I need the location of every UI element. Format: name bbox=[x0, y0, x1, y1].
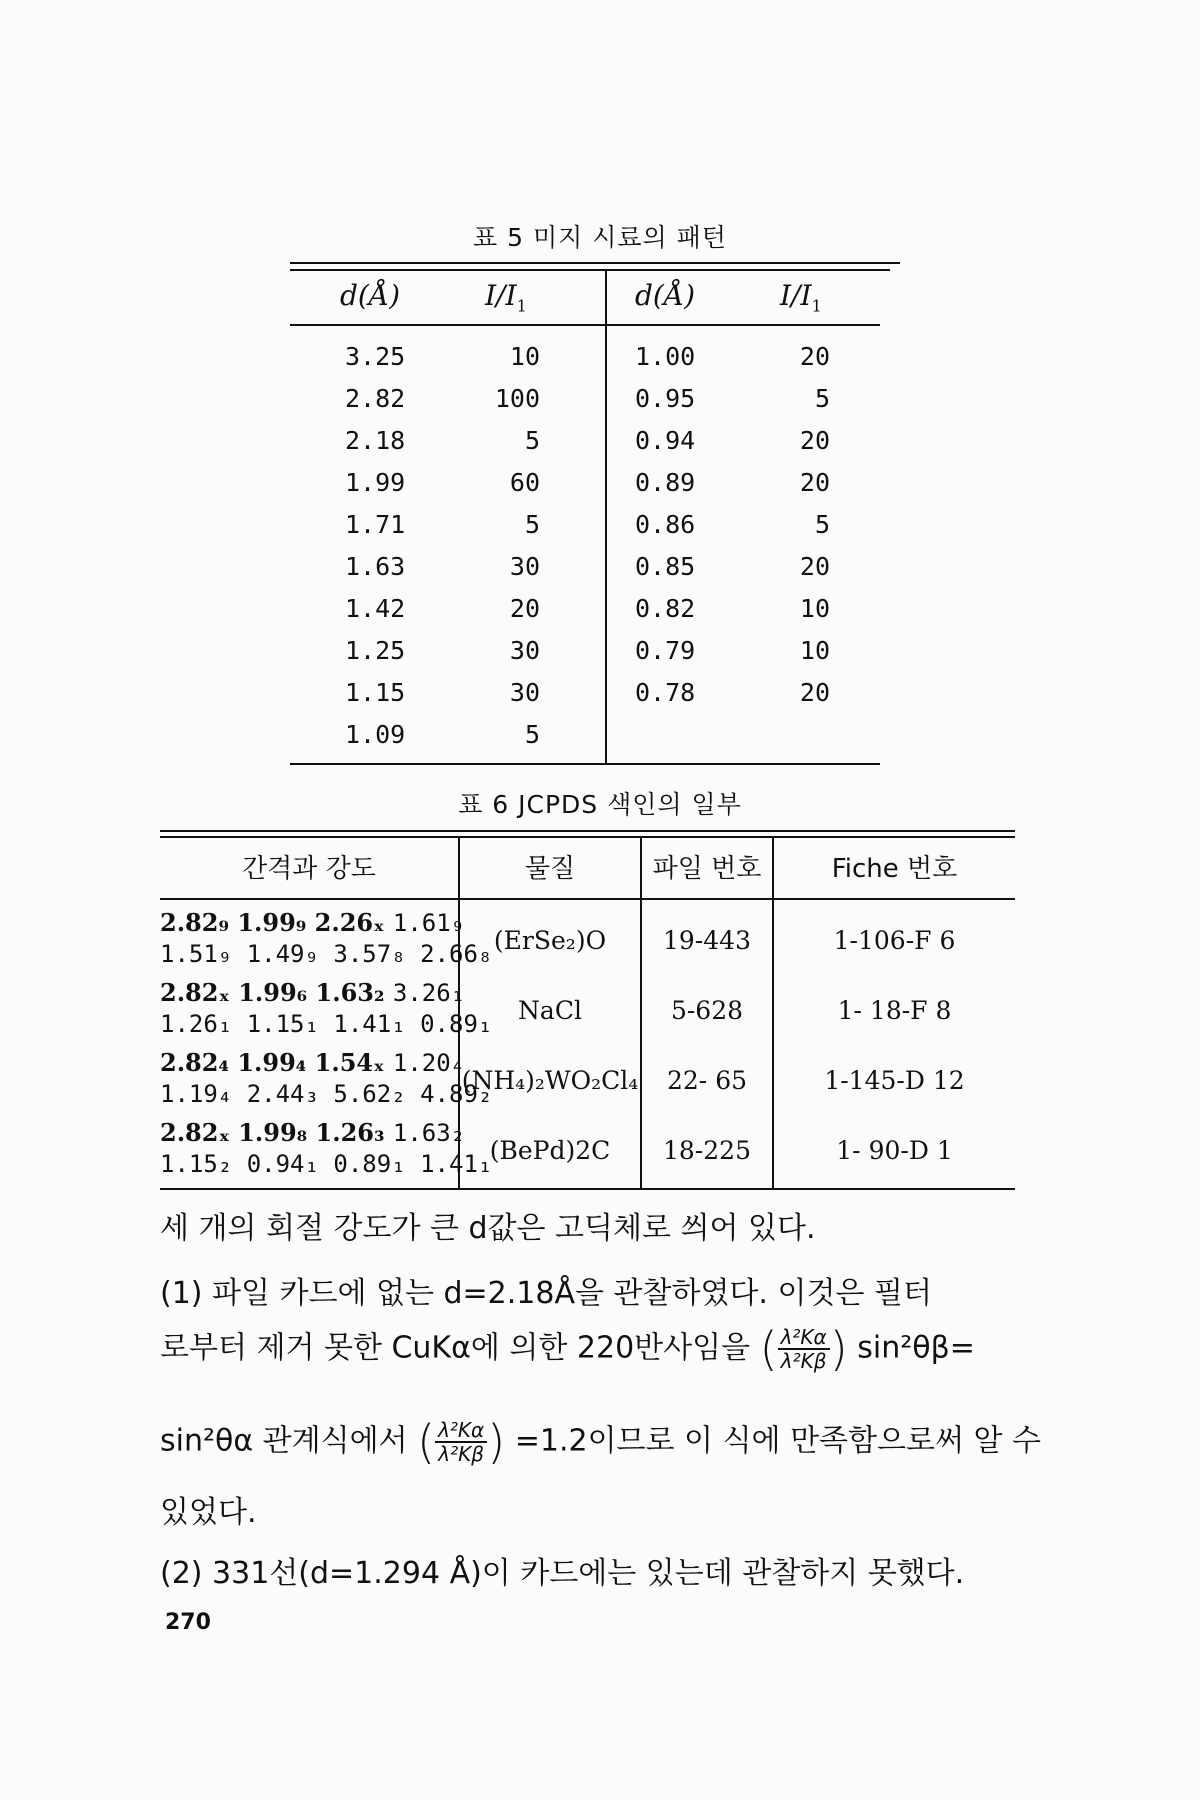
table6-spacing-value: 0.89₁ bbox=[420, 1010, 493, 1038]
table6-substance: (BePd)2C bbox=[489, 1136, 611, 1165]
table6-spacing-value: 1.99₆ bbox=[238, 978, 316, 1007]
table6-spacing-value: 1.19₄ bbox=[160, 1080, 247, 1108]
table6-file-number: 5-628 bbox=[670, 996, 744, 1025]
table6-spacing-value: 2.66₈ bbox=[420, 940, 493, 968]
table5-d-right: 0.79 bbox=[635, 636, 696, 665]
table5-row bbox=[290, 468, 890, 508]
table5-i-right: 5 bbox=[814, 510, 830, 539]
table6-header-fiche: Fiche 번호 bbox=[831, 854, 958, 884]
table5-i-right: 10 bbox=[799, 636, 830, 665]
table5-row bbox=[290, 426, 890, 466]
table5-i-right: 20 bbox=[799, 678, 830, 707]
table5-d-right: 0.78 bbox=[635, 678, 696, 707]
table6-substance: NaCl bbox=[518, 996, 582, 1025]
table5-d-left: 1.09 bbox=[345, 720, 406, 749]
wavelength-ratio-fraction-2: $\frac{\text{λ²Kα}}{\text{λ²Kβ}}$ bbox=[435, 1419, 487, 1465]
table5-i-left: 5 bbox=[524, 426, 540, 455]
table6-spacing-intensity bbox=[160, 978, 492, 1042]
table6 bbox=[160, 830, 1015, 1190]
table5-row bbox=[290, 510, 890, 550]
table5-i-right: 20 bbox=[799, 468, 830, 497]
table5-i-left: 20 bbox=[509, 594, 540, 623]
table6-spacing-value: 1.20₄ bbox=[392, 1049, 466, 1077]
table5-d-right: 1.00 bbox=[635, 342, 696, 371]
table5-i-right: 5 bbox=[814, 384, 830, 413]
table6-spacing-value: 2.82₉ bbox=[160, 908, 238, 937]
table6-spacing-value: 1.99₈ bbox=[238, 1118, 316, 1147]
paragraph-1-line-2: 로부터 제거 못한 CuKα에 의한 220반사임을 ( $\frac{\text{λ²Kα}}{\text{λ²Kβ}}$ ) sin²θβ= bbox=[160, 1322, 975, 1376]
table5-row bbox=[290, 552, 890, 592]
table6-header-file: 파일 번호 bbox=[652, 854, 762, 884]
table6-spacing-value: 2.82₄ bbox=[160, 1048, 238, 1077]
table6-spacing-value: 1.49₉ bbox=[246, 940, 334, 968]
table6-spacing-value: 1.99₄ bbox=[237, 1048, 315, 1077]
table6-file-number: 19-443 bbox=[663, 926, 751, 955]
table5-i-left: 10 bbox=[509, 342, 540, 371]
table5-header-d-left: d(Å) bbox=[340, 279, 400, 312]
table6-spacing-intensity bbox=[160, 1048, 492, 1112]
table5-d-right: 0.95 bbox=[635, 384, 696, 413]
table5-d-left: 1.25 bbox=[345, 636, 406, 665]
table6-spacing-value: 1.54ₓ bbox=[314, 1048, 393, 1077]
table6-spacing-value: 1.15₁ bbox=[246, 1010, 334, 1038]
table6-file-number: 18-225 bbox=[663, 1136, 751, 1165]
table5-i-right: 10 bbox=[799, 594, 830, 623]
table6-caption: 표 6 JCPDS 색인의 일부 bbox=[458, 790, 742, 819]
table6-fiche-number: 1-106-F 6 bbox=[833, 926, 956, 955]
table6-spacing-value: 0.89₁ bbox=[333, 1150, 421, 1178]
table5-d-right: 0.94 bbox=[635, 426, 696, 455]
table5-i-left: 30 bbox=[509, 552, 540, 581]
table5-d-right: 0.86 bbox=[635, 510, 696, 539]
table6-spacing-value: 4.89₂ bbox=[420, 1080, 493, 1108]
table5-d-left: 1.71 bbox=[345, 510, 406, 539]
paragraph-2: (2) 331선(d=1.294 Å)이 카드에는 있는데 관찰하지 못했다. bbox=[160, 1556, 965, 1591]
table6-spacing-intensity bbox=[160, 908, 492, 972]
table5-row bbox=[290, 678, 890, 718]
table5-i-left: 5 bbox=[524, 510, 540, 539]
table6-spacing-value: 1.63₂ bbox=[392, 1119, 466, 1147]
table5 bbox=[290, 262, 890, 765]
table5-d-left: 1.15 bbox=[345, 678, 406, 707]
table6-spacing-value: 2.82ₓ bbox=[160, 1118, 239, 1147]
table5-row bbox=[290, 594, 890, 634]
note-text: 세 개의 회절 강도가 큰 d값은 고딕체로 씌어 있다. bbox=[160, 1211, 816, 1246]
table5-d-right: 0.85 bbox=[635, 552, 696, 581]
wavelength-ratio-fraction: $\frac{\text{λ²Kα}}{\text{λ²Kβ}}$ bbox=[778, 1326, 830, 1372]
table6-spacing-value: 2.44₃ bbox=[246, 1080, 334, 1108]
paragraph-1-line-4: 있었다. bbox=[160, 1495, 257, 1530]
table5-row bbox=[290, 636, 890, 676]
paragraph-1-line-1: (1) 파일 카드에 없는 d=2.18Å을 관찰하였다. 이것은 필터 bbox=[160, 1276, 932, 1311]
paragraph-1-line-3: sin²θα 관계식에서 ( $\frac{\text{λ²Kα}}{\text{λ²Kβ}}$ ) =1.2이므로 이 식에 만족함으로써 알 수 bbox=[160, 1415, 1041, 1469]
table6-spacing-value: 1.26₁ bbox=[160, 1010, 247, 1038]
table6-spacing-value: 1.51₉ bbox=[160, 940, 247, 968]
table5-d-left: 1.63 bbox=[345, 552, 406, 581]
table5-d-right: 0.82 bbox=[635, 594, 696, 623]
table5-row bbox=[290, 342, 890, 382]
table6-spacing-value: 5.62₂ bbox=[333, 1080, 421, 1108]
table6-header-spacing: 간격과 강도 bbox=[242, 854, 376, 884]
table5-row bbox=[290, 720, 890, 760]
table6-fiche-number: 1-145-D 12 bbox=[824, 1066, 965, 1095]
table5-d-left: 1.42 bbox=[345, 594, 406, 623]
table6-spacing-value: 3.57₈ bbox=[333, 940, 421, 968]
table5-i-left: 30 bbox=[509, 678, 540, 707]
table5-i-right: 20 bbox=[799, 552, 830, 581]
table6-spacing-intensity bbox=[160, 1118, 492, 1182]
table5-i-left: 5 bbox=[524, 720, 540, 749]
table5-row bbox=[290, 384, 890, 424]
table5-header-d-right: d(Å) bbox=[635, 279, 695, 312]
table5-header-i-left: $I/I_1$ bbox=[485, 279, 527, 316]
table6-spacing-value: 3.26₁ bbox=[392, 979, 466, 1007]
table6-header-substance: 물질 bbox=[524, 854, 576, 884]
table6-spacing-value: 1.15₂ bbox=[160, 1150, 247, 1178]
table5-caption: 표 5 미지 시료의 패턴 bbox=[473, 223, 727, 252]
table6-substance: (ErSe₂)O bbox=[493, 926, 607, 955]
table6-spacing-value: 2.26ₓ bbox=[314, 908, 393, 937]
table6-fiche-number: 1- 18-F 8 bbox=[837, 996, 952, 1025]
table5-header-i-right: $I/I_1$ bbox=[780, 279, 822, 316]
table6-spacing-value: 1.99₉ bbox=[237, 908, 315, 937]
table6-fiche-number: 1- 90-D 1 bbox=[836, 1136, 953, 1165]
table6-spacing-value: 1.63₂ bbox=[315, 978, 393, 1007]
page-number: 270 bbox=[165, 1610, 211, 1635]
table5-d-right: 0.89 bbox=[635, 468, 696, 497]
table6-spacing-value: 1.41₁ bbox=[333, 1010, 421, 1038]
table6-spacing-value: 1.26₃ bbox=[315, 1118, 393, 1147]
table6-file-number: 22- 65 bbox=[666, 1066, 748, 1095]
table5-i-right: 20 bbox=[799, 426, 830, 455]
table6-spacing-value: 0.94₁ bbox=[246, 1150, 334, 1178]
table5-i-left: 100 bbox=[494, 384, 540, 413]
table6-spacing-value: 2.82ₓ bbox=[160, 978, 239, 1007]
table5-i-left: 60 bbox=[509, 468, 540, 497]
table6-spacing-value: 1.41₁ bbox=[420, 1150, 493, 1178]
table6-substance: (NH₄)₂WO₂Cl₄ bbox=[461, 1066, 639, 1095]
table5-d-left: 1.99 bbox=[345, 468, 406, 497]
table5-d-left: 2.18 bbox=[345, 426, 406, 455]
table5-d-left: 2.82 bbox=[345, 384, 406, 413]
table5-i-left: 30 bbox=[509, 636, 540, 665]
table6-spacing-value: 1.61₉ bbox=[392, 909, 466, 937]
table5-i-right: 20 bbox=[799, 342, 830, 371]
table5-d-left: 3.25 bbox=[345, 342, 406, 371]
